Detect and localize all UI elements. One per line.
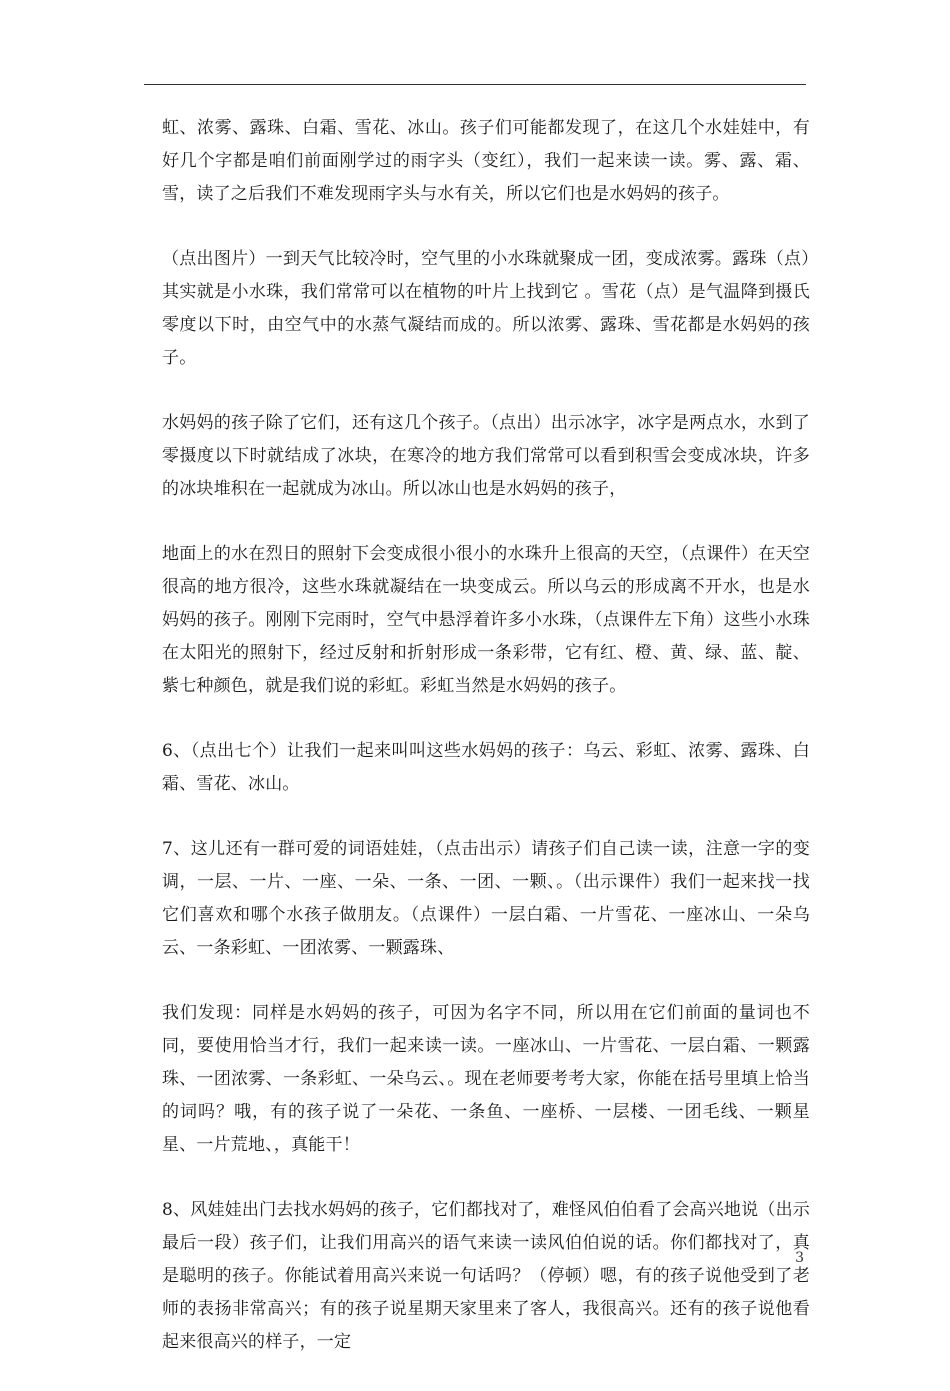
paragraph: 虹、浓雾、露珠、白霜、雪花、冰山。孩子们可能都发现了，在这几个水娃娃中，有好几个字都是咱们前面刚学过的雨字头（变红），我们一起来读一读。雾、露、霜、雪，读了之后我们不难发现雨字头与水有关，所以它们也是水妈妈的孩子。: [162, 118, 810, 204]
document-body: [162, 112, 810, 1391]
paragraph: 我们发现：同样是水妈妈的孩子，可因为名字不同，所以用在它们前面的量词也不同，要使用恰当才行，我们一起来读一读。一座冰山、一片雪花、一层白霜、一颗露珠、一团浓雾、一条彩虹、一朵乌云、。现在老师要考考大家，你能在括号里填上恰当的词吗？哦，有的孩子说了一朵花、一条鱼、一座桥、一层楼、一团毛线、一颗星星、一片荒地、，真能干！: [162, 1003, 810, 1155]
paragraph: 6、（点出七个）让我们一起来叫叫这些水妈妈的孩子：乌云、彩虹、浓雾、露珠、白霜、雪花、冰山。: [162, 741, 810, 794]
paragraph: 8、风娃娃出门去找水妈妈的孩子，它们都找对了，难怪风伯伯看了会高兴地说（出示最后一段）孩子们，让我们用高兴的语气来读一读风伯伯说的话。你们都找对了，真是聪明的孩子。你能试着用高兴来说一句话吗？（停顿）嗯，有的孩子说他受到了老师的表扬非常高兴；有的孩子说星期天家里来了客人，我很高兴。还有的孩子说他看起来很高兴的样子，一定: [162, 1200, 810, 1352]
page-number: 3: [795, 1250, 804, 1266]
paragraph: 水妈妈的孩子除了它们，还有这几个孩子。（点出）出示冰字，冰字是两点水，水到了零摄度以下时就结成了冰块，在寒冷的地方我们常常可以看到积雪会变成冰块，许多的冰块堆积在一起就成为冰山。所以冰山也是水妈妈的孩子，: [162, 413, 810, 499]
paragraph: 7、这儿还有一群可爱的词语娃娃，（点击出示）请孩子们自己读一读，注意一字的变调，一层、一片、一座、一朵、一条、一团、一颗、。（出示课件）我们一起来找一找它们喜欢和哪个水孩子做朋友。（点课件）一层白霜、一片雪花、一座冰山、一朵乌云、一条彩虹、一团浓雾、一颗露珠、: [162, 839, 810, 958]
paragraph: （点出图片）一到天气比较冷时，空气里的小水珠就聚成一团，变成浓雾。露珠（点）其实就是小水珠，我们常常可以在植物的叶片上找到它 。雪花（点）是气温降到摄氏零度以下时，由空气中的水蒸气凝结而成的。所以浓雾、露珠、雪花都是水妈妈的孩子。: [162, 249, 810, 368]
paragraph: 地面上的水在烈日的照射下会变成很小很小的水珠升上很高的天空，（点课件）在天空很高的地方很冷，这些水珠就凝结在一块变成云。所以乌云的形成离不开水，也是水妈妈的孩子。刚刚下完雨时，空气中悬浮着许多小水珠，（点课件左下角）这些小水珠在太阳光的照射下，经过反射和折射形成一条彩带，它有红、橙、黄、绿、蓝、靛、紫七种颜色，就是我们说的彩虹。彩虹当然是水妈妈的孩子。: [162, 544, 810, 696]
header-rule: [144, 84, 806, 85]
